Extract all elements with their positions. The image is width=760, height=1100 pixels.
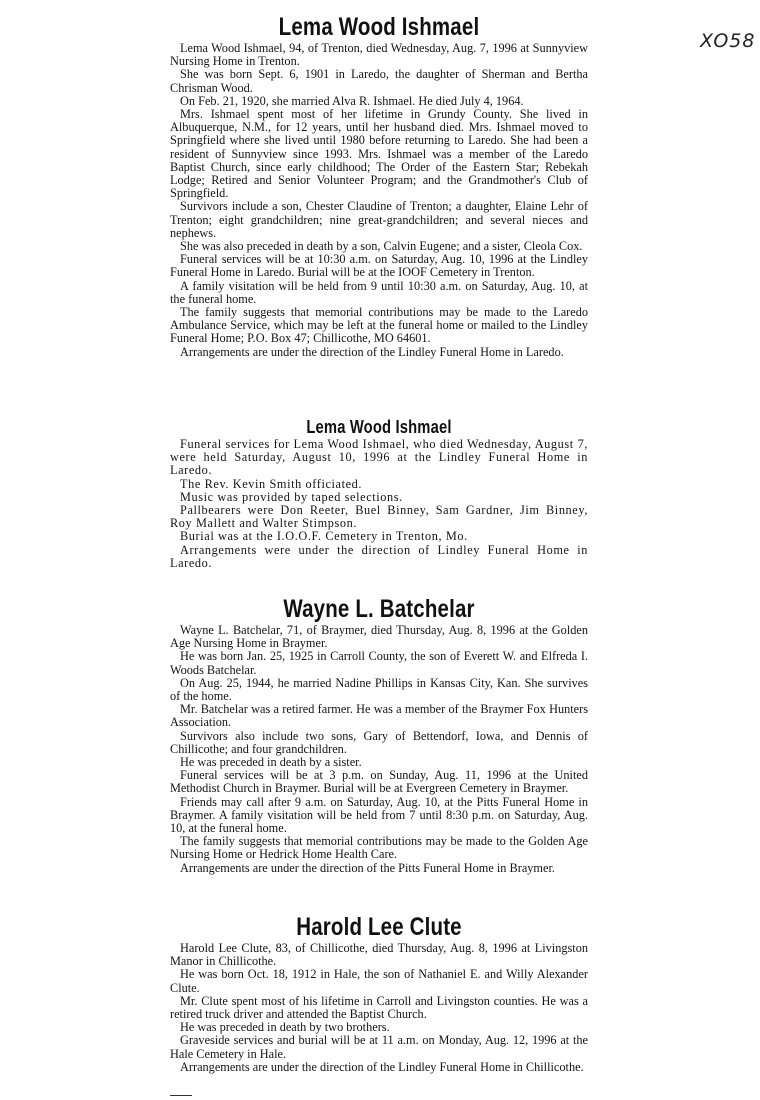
archive-annotation: XO58 <box>700 30 756 52</box>
obituary-paragraph: She was also preceded in death by a son, Calvin Eugene; and a sister, Cleola Cox. <box>180 239 583 254</box>
obituary-paragraph: He was preceded in death by two brothers. <box>180 1020 390 1035</box>
obituary-lema-ishmael-services <box>170 416 588 570</box>
obituary-paragraph: Music was provided by taped selections. <box>180 489 403 504</box>
obituary-paragraph: Funeral services for Lema Wood Ishmael, who died Wednesday, August 7, were held Saturday, August 10, 1996 at the Lindley Funeral Home in Laredo. <box>170 437 588 478</box>
obituary-headline: Harold Lee Clute <box>296 913 462 941</box>
obituary-paragraph: Friends may call after 9 a.m. on Saturday, Aug. 10, at the Pitts Funeral Home in Braymer. A family visitation will be held from 7 until 8:30 p.m. on Saturday, Aug. 10, at the funeral home. <box>170 794 588 836</box>
obituary-paragraph: He was born Jan. 25, 1925 in Carroll County, the son of Everett W. and Elfreda I. Woods Batchelar. <box>170 649 588 677</box>
obituary-wayne-batchelar <box>170 594 588 875</box>
obituary-paragraph: Funeral services will be at 3 p.m. on Sunday, Aug. 11, 1996 at the United Methodist Church in Braymer. Burial will be at Evergreen Cemetery in Braymer. <box>170 768 588 796</box>
obituary-paragraph: Harold Lee Clute, 83, of Chillicothe, died Thursday, Aug. 8, 1996 at Livingston Manor in Chillicothe. <box>170 941 588 969</box>
obituary-paragraph: Mr. Batchelar was a retired farmer. He was a member of the Braymer Fox Hunters Association. <box>170 702 588 730</box>
obituary-paragraph: On Feb. 21, 1920, she married Alva R. Ishmael. He died July 4, 1964. <box>180 93 524 108</box>
obituary-paragraph: Arrangements are under the direction of the Lindley Funeral Home in Chillicothe. <box>180 1059 584 1074</box>
obituary-paragraph: The family suggests that memorial contributions may be made to the Laredo Ambulance Service, which may be left at the funeral home or mailed to the Lindley Funeral Home; P.O. Box 47; Chillicothe, MO 64601. <box>170 305 588 346</box>
obituary-headline: Wayne L. Batchelar <box>283 595 475 623</box>
obituary-paragraph: Funeral services will be at 10:30 a.m. on Saturday, Aug. 10, 1996 at the Lindley Funeral Home in Laredo. Burial will be at the IOOF Cemetery in Trenton. <box>170 252 588 280</box>
obituary-paragraph: Arrangements are under the direction of the Lindley Funeral Home in Laredo. <box>180 344 564 359</box>
obituary-paragraph: Wayne L. Batchelar, 71, of Braymer, died Thursday, Aug. 8, 1996 at the Golden Age Nursing Home in Braymer. <box>170 623 588 651</box>
obituary-paragraph: Graveside services and burial will be at 11 a.m. on Monday, Aug. 12, 1996 at the Hale Cemetery in Hale. <box>170 1033 588 1061</box>
scan-underline-mark <box>170 1095 192 1096</box>
obituary-paragraph: The family suggests that memorial contributions may be made to the Golden Age Nursing Home or Hedrick Home Health Care. <box>170 834 588 862</box>
obituary-paragraph: Pallbearers were Don Reeter, Buel Binney, Sam Gardner, Jim Binney, Roy Mallett and Walter Stimpson. <box>170 503 588 531</box>
obituary-paragraph: Arrangements were under the direction of Lindley Funeral Home in Laredo. <box>170 542 588 570</box>
obituary-headline: Lema Wood Ishmael <box>278 13 480 41</box>
obituary-paragraph: Survivors also include two sons, Gary of Bettendorf, Iowa, and Dennis of Chillicothe; and four grandchildren. <box>170 728 588 756</box>
obituary-paragraph: She was born Sept. 6, 1901 in Laredo, the daughter of Sherman and Bertha Chrisman Wood. <box>170 67 588 95</box>
obituary-headline: Lema Wood Ishmael <box>306 417 452 437</box>
obituary-paragraph: Lema Wood Ishmael, 94, of Trenton, died Wednesday, Aug. 7, 1996 at Sunnyview Nursing Home in Trenton. <box>170 41 588 69</box>
obituary-paragraph: On Aug. 25, 1944, he married Nadine Phillips in Kansas City, Kan. She survives of the home. <box>170 675 588 704</box>
obituary-paragraph: He was born Oct. 18, 1912 in Hale, the son of Nathaniel E. and Willy Alexander Clute. <box>170 967 588 995</box>
obituary-paragraph: Survivors include a son, Chester Claudine of Trenton; a daughter, Elaine Lehr of Trenton; eight grandchildren; nine great-grandchildren; and several nieces and nephews. <box>170 199 588 240</box>
obituary-paragraph: Mr. Clute spent most of his lifetime in Carroll and Livingston counties. He was a retired truck driver and attended the Baptist Church. <box>170 993 588 1022</box>
obituary-paragraph: Mrs. Ishmael spent most of her lifetime in Grundy County. She lived in Albuquerque, N.M., for 12 years, until her husband died. Mrs. Ishmael moved to Springfield where she lived until 1980 before returning to Laredo. She had been a resident of Sunnyview since 1993. Mrs. Ishmael was a member of the Laredo Baptist Church, since early childhood; The Order of the Eastern Star; Rebekah Lodge; Retired and Senior Volunteer Program; and the Grandmother's Club of Springfield. <box>170 107 588 201</box>
obituary-paragraph: Arrangements are under the direction of the Pitts Funeral Home in Braymer. <box>180 860 555 875</box>
obituary-paragraph: The Rev. Kevin Smith officiated. <box>180 476 363 491</box>
obituary-harold-clute <box>170 912 588 1074</box>
obituary-lema-ishmael <box>170 12 588 359</box>
obituary-paragraph: Burial was at the I.O.O.F. Cemetery in Trenton, Mo. <box>180 529 468 544</box>
obituary-paragraph: A family visitation will be held from 9 until 10:30 a.m. on Saturday, Aug. 10, at the funeral home. <box>170 278 588 306</box>
obituary-paragraph: He was preceded in death by a sister. <box>180 755 362 770</box>
